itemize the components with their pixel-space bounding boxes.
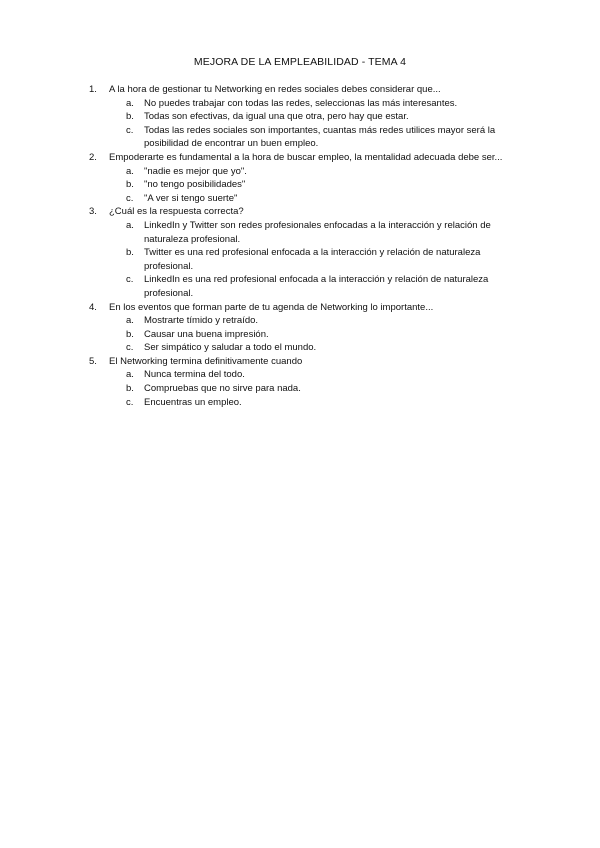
- question-1: [89, 83, 529, 151]
- option-5c: [109, 396, 529, 410]
- option-text: Twitter es una red profesional enfocada a la interacción y relación de naturaleza profesional.: [144, 247, 481, 272]
- option-4b: [109, 328, 529, 342]
- option-letter: a.: [126, 219, 134, 231]
- option-letter: c.: [126, 396, 134, 408]
- option-text: Ser simpático y saludar a todo el mundo.: [144, 342, 317, 354]
- question-3: [89, 205, 529, 300]
- question-number: 2.: [89, 151, 97, 163]
- question-number: 3.: [89, 206, 97, 218]
- option-list: [109, 219, 529, 301]
- option-letter: a.: [126, 369, 134, 381]
- option-1c: [109, 124, 529, 151]
- option-letter: b.: [126, 247, 134, 259]
- question-text: El Networking termina definitivamente cuando: [109, 355, 303, 367]
- option-letter: b.: [126, 111, 134, 123]
- option-text: "no tengo posibilidades": [144, 179, 246, 191]
- question-text: ¿Cuál es la respuesta correcta?: [109, 206, 244, 218]
- option-1b: [109, 110, 529, 124]
- option-2b: [109, 178, 529, 192]
- option-letter: a.: [126, 165, 134, 177]
- option-text: Todas son efectivas, da igual una que otra, pero hay que estar.: [144, 111, 409, 123]
- option-letter: b.: [126, 179, 134, 191]
- option-list: [109, 97, 529, 151]
- option-letter: b.: [126, 383, 134, 395]
- page-title: MEJORA DE LA EMPLEABILIDAD - TEMA 4: [193, 56, 407, 68]
- question-number: 5.: [89, 355, 97, 367]
- option-letter: b.: [126, 328, 134, 340]
- option-text: Nunca termina del todo.: [144, 369, 245, 381]
- option-text: "nadie es mejor que yo".: [144, 165, 247, 177]
- option-text: "A ver si tengo suerte": [144, 192, 238, 204]
- option-text: Mostrarte tímido y retraído.: [144, 315, 259, 327]
- option-letter: c.: [126, 274, 134, 286]
- question-number: 1.: [89, 84, 97, 95]
- question-text: En los eventos que forman parte de tu agenda de Networking lo importante...: [109, 301, 434, 313]
- option-3a: [109, 219, 529, 246]
- option-letter: a.: [126, 315, 134, 327]
- option-3c: [109, 273, 529, 300]
- option-1a: [109, 97, 529, 111]
- option-5b: [109, 382, 529, 396]
- option-2a: [109, 165, 529, 179]
- option-4c: [109, 341, 529, 355]
- option-text: Causar una buena impresión.: [144, 328, 269, 340]
- question-number: 4.: [89, 301, 97, 313]
- option-list: [109, 314, 529, 355]
- option-list: [109, 368, 529, 409]
- question-text: Empoderarte es fundamental a la hora de buscar empleo, la mentalidad adecuada debe ser...: [109, 151, 503, 163]
- option-3b: [109, 246, 529, 273]
- option-text: No puedes trabajar con todas las redes, seleccionas las más interesantes.: [144, 97, 458, 109]
- option-letter: c.: [126, 192, 134, 204]
- option-letter: a.: [126, 97, 134, 109]
- question-5: [89, 355, 529, 409]
- option-letter: c.: [126, 342, 134, 354]
- option-text: Todas las redes sociales son importantes, cuantas más redes utilices mayor será la posibilidad de encontrar un buen empleo.: [144, 124, 496, 150]
- option-4a: [109, 314, 529, 328]
- option-5a: [109, 368, 529, 382]
- option-list: [109, 165, 529, 206]
- question-text: A la hora de gestionar tu Networking en redes sociales debes considerar que...: [109, 84, 441, 95]
- option-letter: c.: [126, 124, 134, 136]
- question-2: [89, 151, 529, 205]
- option-text: LinkedIn y Twitter son redes profesionales enfocadas a la interacción y relación de naturaleza profesional.: [144, 219, 491, 245]
- question-list: [89, 83, 529, 409]
- option-text: LinkedIn es una red profesional enfocada a la interacción y relación de naturaleza profesional.: [144, 274, 489, 299]
- option-2c: [109, 192, 529, 206]
- option-text: Encuentras un empleo.: [144, 396, 242, 408]
- question-4: [89, 301, 529, 355]
- option-text: Compruebas que no sirve para nada.: [144, 383, 301, 395]
